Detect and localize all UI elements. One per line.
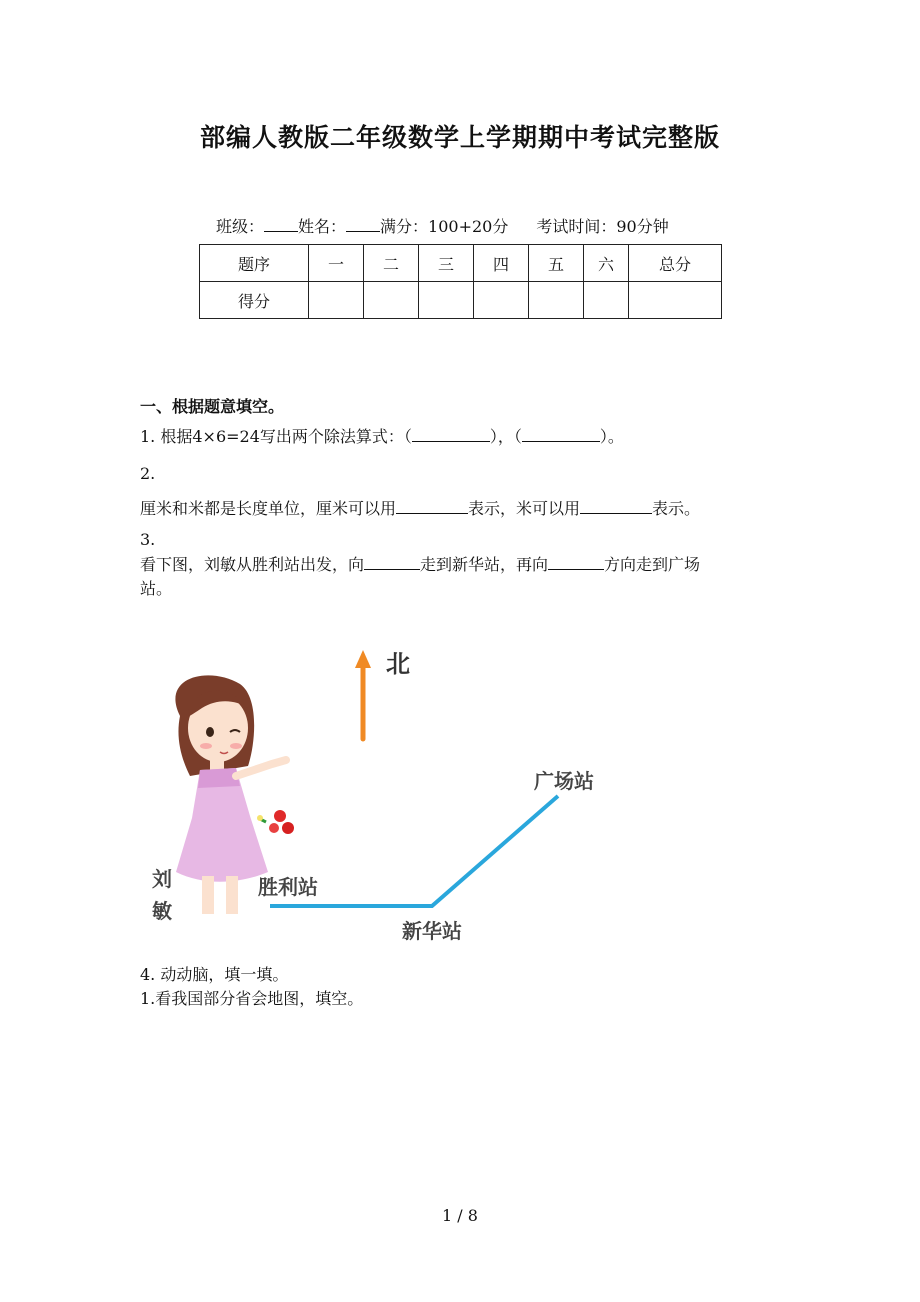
- question-3-continued: 站。: [140, 579, 173, 598]
- station-end-label: 广场站: [534, 769, 594, 793]
- answer-blank[interactable]: [548, 555, 604, 570]
- score-cell[interactable]: [529, 282, 584, 319]
- question-2-text: 表示，米可以用: [468, 499, 581, 518]
- score-header-cell: 五: [529, 245, 584, 282]
- answer-blank[interactable]: [364, 555, 420, 570]
- answer-blank[interactable]: [396, 499, 468, 514]
- station-start-label: 胜利站: [258, 875, 318, 899]
- score-header-cell: 一: [309, 245, 364, 282]
- section-heading: 一、根据题意填空。: [140, 397, 285, 416]
- score-table-score-row: [200, 282, 722, 319]
- route-figure: [140, 636, 660, 946]
- score-header-cell: 题序: [200, 245, 309, 282]
- score-header-cell: 六: [584, 245, 629, 282]
- page-title: 部编人教版二年级数学上学期期中考试完整版: [199, 123, 720, 152]
- score-header-cell: 总分: [629, 245, 722, 282]
- person-name-1: 刘: [152, 867, 172, 891]
- route-diagram: [140, 636, 660, 946]
- north-label: 北: [386, 650, 410, 678]
- north-arrow-icon: [355, 650, 371, 739]
- answer-blank[interactable]: [580, 499, 652, 514]
- question-3-number: 3.: [140, 530, 156, 549]
- question-3-text: 看下图，刘敏从胜利站出发，向: [140, 555, 365, 574]
- score-header-cell: 二: [364, 245, 419, 282]
- answer-blank[interactable]: [412, 427, 490, 442]
- name-label: 姓名：: [298, 217, 347, 236]
- score-cell[interactable]: [364, 282, 419, 319]
- question-1-text: ）。: [599, 427, 624, 446]
- time-label: 考试时间：90分钟: [536, 217, 669, 236]
- score-table: [199, 244, 722, 319]
- question-4: 4. 动动脑，填一填。: [140, 965, 289, 984]
- page-number: 1 / 8: [442, 1206, 478, 1225]
- class-blank: [264, 217, 298, 232]
- question-2: [140, 496, 700, 519]
- score-cell[interactable]: [309, 282, 364, 319]
- question-2-text: 表示。: [652, 499, 701, 518]
- score-cell[interactable]: [474, 282, 529, 319]
- person-name-2: 敏: [152, 899, 172, 923]
- score-cell[interactable]: [419, 282, 474, 319]
- answer-blank[interactable]: [522, 427, 600, 442]
- exam-info: [216, 214, 669, 237]
- score-header-cell: 四: [474, 245, 529, 282]
- question-2-number: 2.: [140, 464, 156, 483]
- question-2-text: 厘米和米都是长度单位，厘米可以用: [140, 499, 397, 518]
- name-blank: [346, 217, 380, 232]
- score-label: 满分：100+20分: [380, 217, 509, 236]
- score-cell[interactable]: [584, 282, 629, 319]
- question-1: [140, 424, 624, 447]
- class-label: 班级：: [216, 217, 265, 236]
- question-1-text: 1. 根据4×6=24写出两个除法算式：（: [140, 427, 412, 446]
- question-3-text: 走到新华站，再向: [420, 555, 549, 574]
- score-table-header-row: [200, 245, 722, 282]
- score-row-label: 得分: [200, 282, 309, 319]
- question-3-text: 方向走到广场: [604, 555, 701, 574]
- score-cell[interactable]: [629, 282, 722, 319]
- question-4-sub: 1.看我国部分省会地图，填空。: [140, 989, 364, 1008]
- station-mid-label: 新华站: [402, 919, 462, 943]
- question-1-text: ），（: [489, 427, 522, 446]
- question-3: [140, 552, 700, 575]
- score-header-cell: 三: [419, 245, 474, 282]
